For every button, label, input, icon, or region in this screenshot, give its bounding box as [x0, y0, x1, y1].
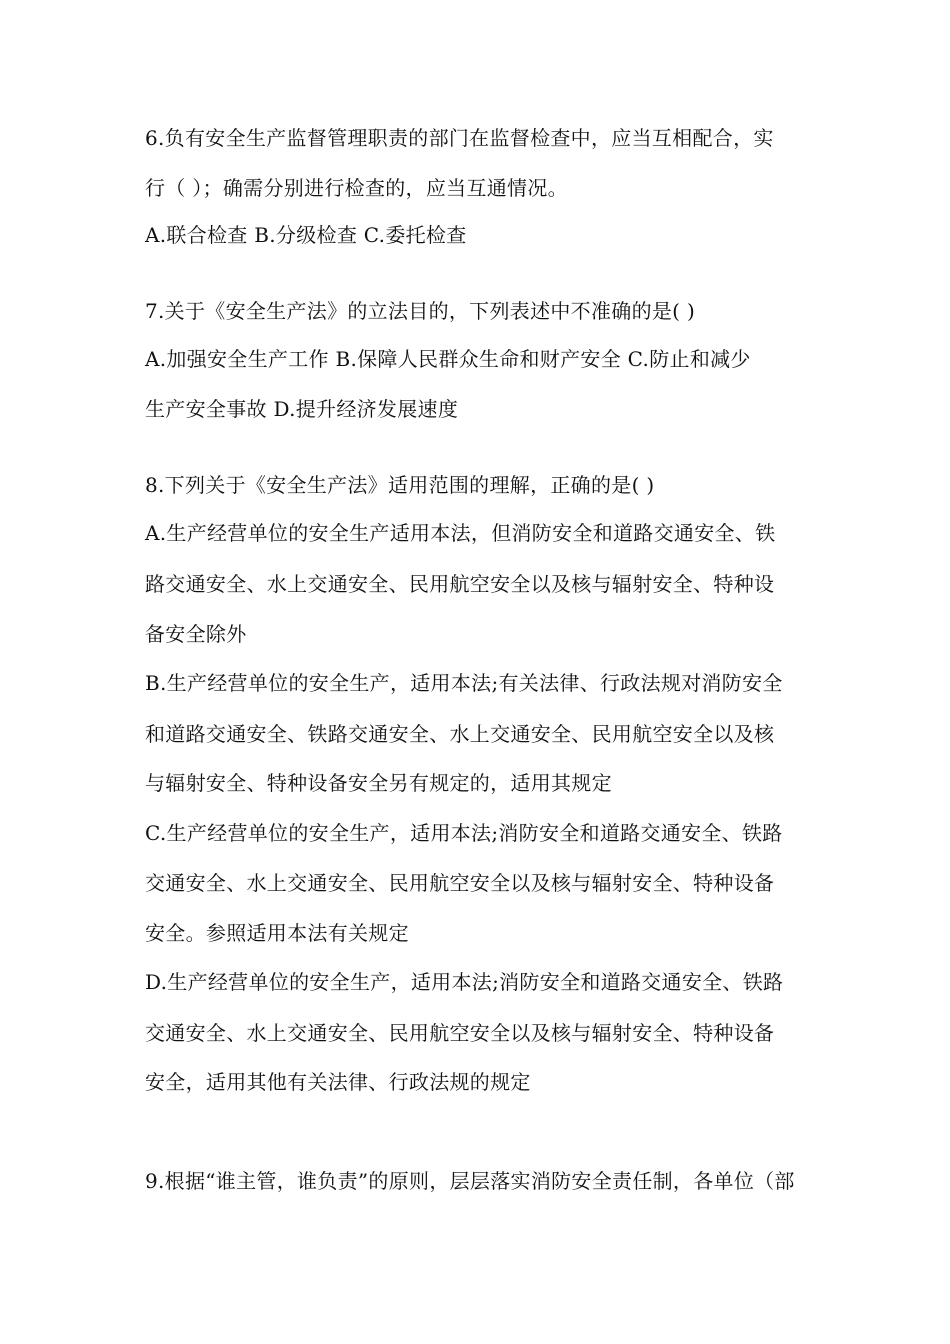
- q8-option-a-line-2: 路交通安全、水上交通安全、民用航空安全以及核与辐射安全、特种设: [145, 572, 775, 596]
- q8-option-b-line-2: 和道路交通安全、铁路交通安全、水上交通安全、民用航空安全以及核: [145, 722, 775, 746]
- q8-option-d-line-3: 安全，适用其他有关法律、行政法规的规定: [145, 1070, 531, 1094]
- q8-option-d-line-1: D.生产经营单位的安全生产，适用本法;消防安全和道路交通安全、铁路: [145, 970, 784, 994]
- q8-option-c-line-1: C.生产经营单位的安全生产，适用本法;消防安全和道路交通安全、铁路: [145, 821, 783, 845]
- q8-stem: 8.下列关于《安全生产法》适用范围的理解，正确的是( ): [145, 473, 655, 497]
- q8-option-b-line-1: B.生产经营单位的安全生产，适用本法;有关法律、行政法规对消防安全: [145, 671, 783, 695]
- q8-option-a-line-1: A.生产经营单位的安全生产适用本法，但消防安全和道路交通安全、铁: [145, 521, 776, 545]
- q8-option-b-line-3: 与辐射安全、特种设备安全另有规定的，适用其规定: [145, 771, 612, 795]
- q9-stem-line-1: 9.根据“谁主管，谁负责”的原则，层层落实消防安全责任制，各单位（部: [145, 1169, 795, 1193]
- q6-options: A.联合检查 B.分级检查 C.委托检查: [145, 223, 467, 247]
- q8-option-d-line-2: 交通安全、水上交通安全、民用航空安全以及核与辐射安全、特种设备: [145, 1021, 775, 1045]
- q8-option-c-line-2: 交通安全、水上交通安全、民用航空安全以及核与辐射安全、特种设备: [145, 871, 775, 895]
- q7-options-line-2: 生产安全事故 D.提升经济发展速度: [145, 397, 459, 421]
- q8-option-c-line-3: 安全。参照适用本法有关规定: [145, 921, 409, 945]
- q8-option-a-line-3: 备安全除外: [145, 622, 247, 646]
- q7-stem: 7.关于《安全生产法》的立法目的，下列表述中不准确的是( ): [145, 299, 696, 323]
- q6-stem-line-2: 行（ ）；确需分别进行检查的，应当互通情况。: [145, 176, 568, 200]
- q6-stem-line-1: 6.负有安全生产监督管理职责的部门在监督检查中，应当互相配合，实: [145, 126, 774, 150]
- q7-options-line-1: A.加强安全生产工作 B.保障人民群众生命和财产安全 C.防止和减少: [145, 347, 751, 371]
